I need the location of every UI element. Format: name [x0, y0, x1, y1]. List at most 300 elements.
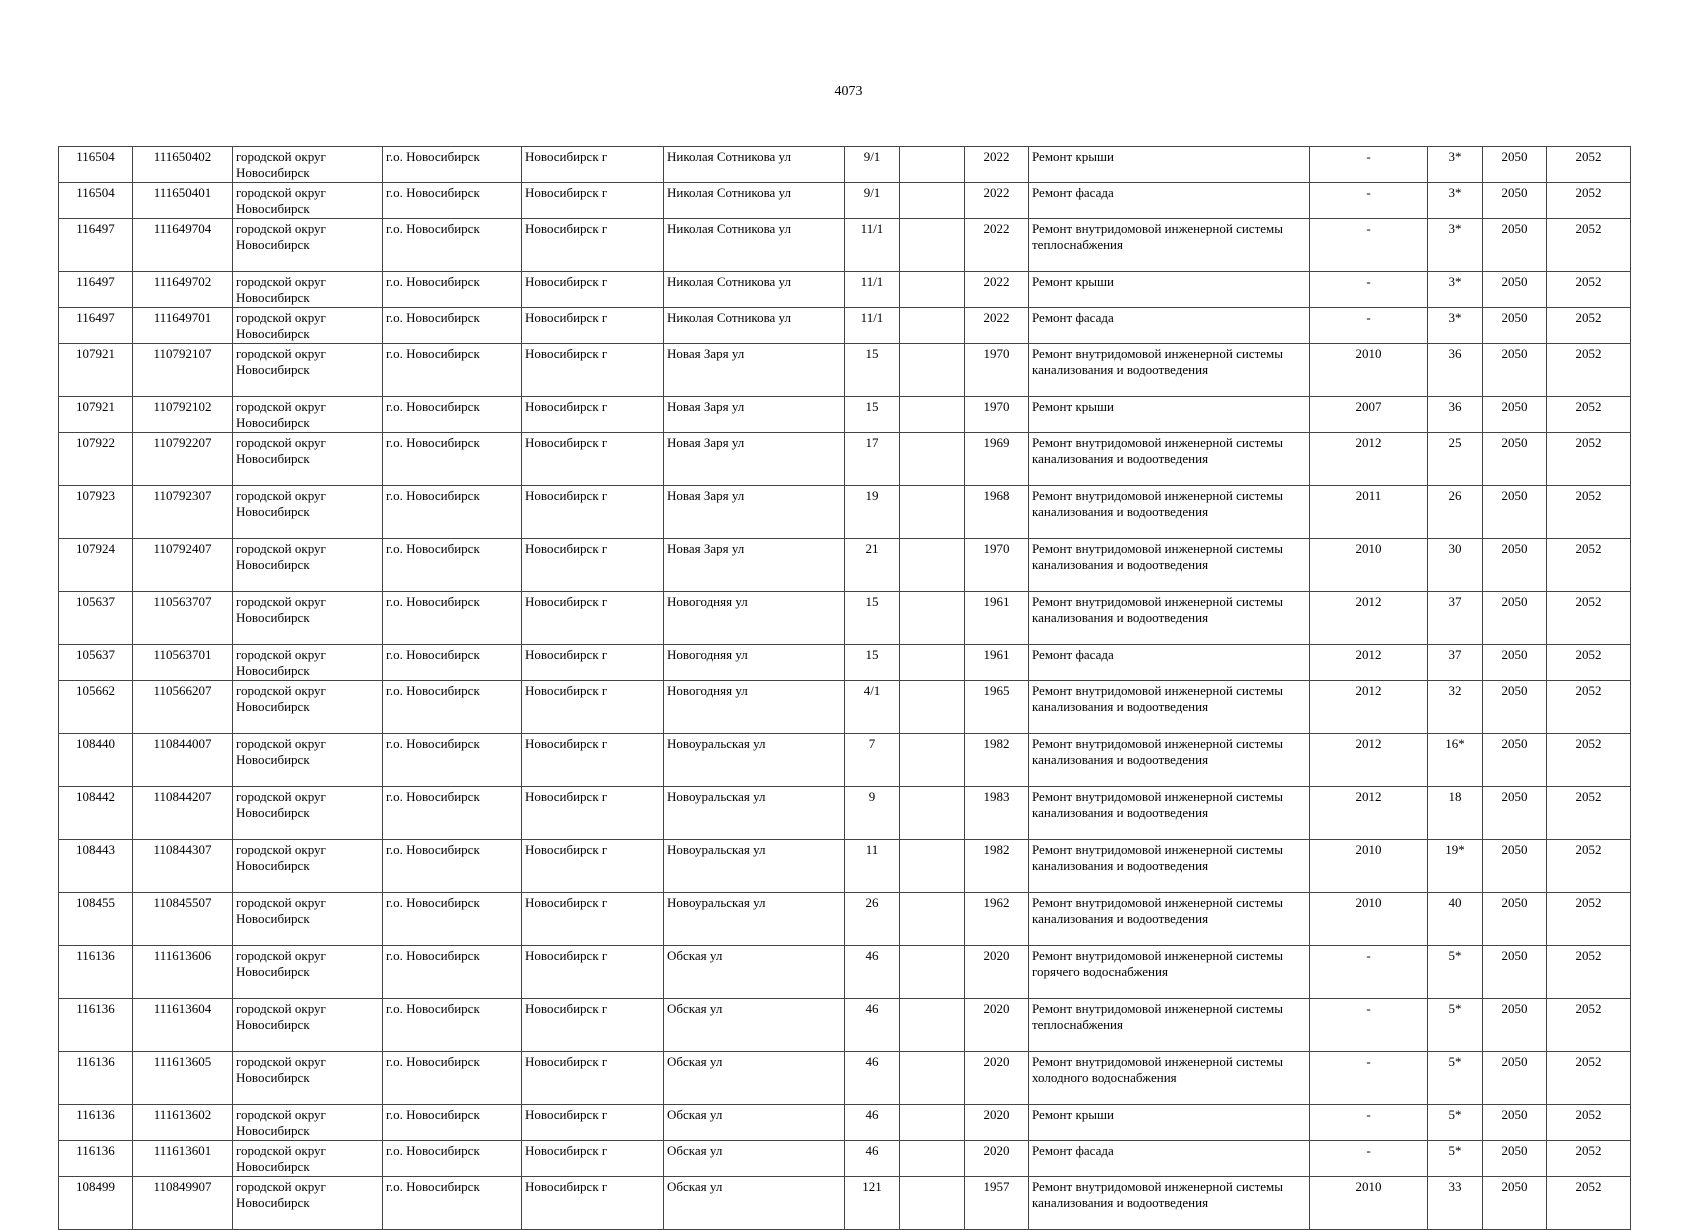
- cell-work-type: Ремонт внутридомовой инженерной системы канализования и водоотведения: [1029, 539, 1310, 592]
- cell-street: Обская ул: [664, 1052, 845, 1105]
- cell-house-number: 11/1: [845, 272, 900, 308]
- cell-year-built: 2022: [965, 272, 1029, 308]
- cell-plan-end-year: 2052: [1547, 1105, 1631, 1141]
- cell-work-type: Ремонт внутридомовой инженерной системы канализования и водоотведения: [1029, 734, 1310, 787]
- table-row: [59, 1177, 1631, 1230]
- cell-municipality: городской округ Новосибирск: [233, 893, 383, 946]
- cell-object-id: 107922: [59, 433, 133, 486]
- cell-plan-start-year: 2050: [1483, 681, 1547, 734]
- cell-record-code: 111649704: [133, 219, 233, 272]
- cell-record-code: 110563707: [133, 592, 233, 645]
- cell-wear: 5*: [1428, 999, 1483, 1052]
- table-row: [59, 147, 1631, 183]
- cell-district: г.о. Новосибирск: [383, 787, 522, 840]
- cell-record-code: 110844007: [133, 734, 233, 787]
- cell-city: Новосибирск г: [522, 840, 664, 893]
- cell-plan-start-year: 2050: [1483, 1177, 1547, 1230]
- cell-work-type: Ремонт внутридомовой инженерной системы холодного водоснабжения: [1029, 1052, 1310, 1105]
- cell-year-built: 1961: [965, 645, 1029, 681]
- cell-street: Новоуральская ул: [664, 734, 845, 787]
- cell-building-block: [900, 734, 965, 787]
- cell-city: Новосибирск г: [522, 1105, 664, 1141]
- cell-object-id: 107921: [59, 344, 133, 397]
- cell-municipality: городской округ Новосибирск: [233, 681, 383, 734]
- cell-municipality: городской округ Новосибирск: [233, 645, 383, 681]
- cell-municipality: городской округ Новосибирск: [233, 183, 383, 219]
- cell-record-code: 111613602: [133, 1105, 233, 1141]
- cell-building-block: [900, 787, 965, 840]
- cell-work-type: Ремонт внутридомовой инженерной системы канализования и водоотведения: [1029, 433, 1310, 486]
- cell-last-repair-year: 2007: [1310, 397, 1428, 433]
- cell-year-built: 2020: [965, 1052, 1029, 1105]
- cell-plan-end-year: 2052: [1547, 1177, 1631, 1230]
- table-row: [59, 645, 1631, 681]
- cell-plan-start-year: 2050: [1483, 486, 1547, 539]
- cell-plan-end-year: 2052: [1547, 787, 1631, 840]
- cell-district: г.о. Новосибирск: [383, 946, 522, 999]
- cell-record-code: 110849907: [133, 1177, 233, 1230]
- cell-city: Новосибирск г: [522, 219, 664, 272]
- cell-work-type: Ремонт внутридомовой инженерной системы теплоснабжения: [1029, 219, 1310, 272]
- cell-plan-start-year: 2050: [1483, 183, 1547, 219]
- cell-city: Новосибирск г: [522, 308, 664, 344]
- cell-record-code: 110792407: [133, 539, 233, 592]
- cell-year-built: 1957: [965, 1177, 1029, 1230]
- cell-record-code: 110792107: [133, 344, 233, 397]
- cell-last-repair-year: -: [1310, 147, 1428, 183]
- cell-work-type: Ремонт внутридомовой инженерной системы канализования и водоотведения: [1029, 893, 1310, 946]
- cell-object-id: 108440: [59, 734, 133, 787]
- cell-house-number: 46: [845, 1052, 900, 1105]
- cell-city: Новосибирск г: [522, 486, 664, 539]
- cell-municipality: городской округ Новосибирск: [233, 147, 383, 183]
- cell-year-built: 2020: [965, 1141, 1029, 1177]
- table-row: [59, 734, 1631, 787]
- cell-municipality: городской округ Новосибирск: [233, 272, 383, 308]
- cell-object-id: 107921: [59, 397, 133, 433]
- cell-city: Новосибирск г: [522, 1141, 664, 1177]
- cell-building-block: [900, 539, 965, 592]
- cell-plan-end-year: 2052: [1547, 183, 1631, 219]
- cell-year-built: 2022: [965, 183, 1029, 219]
- cell-plan-end-year: 2052: [1547, 397, 1631, 433]
- cell-plan-start-year: 2050: [1483, 308, 1547, 344]
- cell-house-number: 11/1: [845, 308, 900, 344]
- cell-wear: 3*: [1428, 147, 1483, 183]
- cell-street: Новая Заря ул: [664, 486, 845, 539]
- cell-plan-end-year: 2052: [1547, 592, 1631, 645]
- cell-city: Новосибирск г: [522, 645, 664, 681]
- cell-plan-start-year: 2050: [1483, 397, 1547, 433]
- cell-work-type: Ремонт крыши: [1029, 272, 1310, 308]
- cell-wear: 3*: [1428, 308, 1483, 344]
- cell-work-type: Ремонт внутридомовой инженерной системы канализования и водоотведения: [1029, 344, 1310, 397]
- cell-last-repair-year: -: [1310, 999, 1428, 1052]
- cell-house-number: 15: [845, 344, 900, 397]
- cell-district: г.о. Новосибирск: [383, 344, 522, 397]
- cell-plan-start-year: 2050: [1483, 433, 1547, 486]
- table-row: [59, 433, 1631, 486]
- cell-city: Новосибирск г: [522, 397, 664, 433]
- cell-street: Новая Заря ул: [664, 433, 845, 486]
- cell-municipality: городской округ Новосибирск: [233, 840, 383, 893]
- cell-object-id: 107924: [59, 539, 133, 592]
- cell-municipality: городской округ Новосибирск: [233, 308, 383, 344]
- cell-building-block: [900, 183, 965, 219]
- cell-municipality: городской округ Новосибирск: [233, 486, 383, 539]
- cell-district: г.о. Новосибирск: [383, 840, 522, 893]
- cell-house-number: 15: [845, 645, 900, 681]
- cell-district: г.о. Новосибирск: [383, 592, 522, 645]
- cell-object-id: 116504: [59, 183, 133, 219]
- cell-wear: 5*: [1428, 946, 1483, 999]
- cell-house-number: 15: [845, 592, 900, 645]
- cell-last-repair-year: -: [1310, 183, 1428, 219]
- cell-wear: 3*: [1428, 272, 1483, 308]
- cell-last-repair-year: 2012: [1310, 734, 1428, 787]
- cell-record-code: 111649701: [133, 308, 233, 344]
- cell-year-built: 1962: [965, 893, 1029, 946]
- cell-plan-end-year: 2052: [1547, 1052, 1631, 1105]
- cell-wear: 37: [1428, 645, 1483, 681]
- cell-building-block: [900, 645, 965, 681]
- cell-city: Новосибирск г: [522, 787, 664, 840]
- cell-record-code: 110845507: [133, 893, 233, 946]
- cell-street: Николая Сотникова ул: [664, 308, 845, 344]
- cell-plan-start-year: 2050: [1483, 787, 1547, 840]
- cell-district: г.о. Новосибирск: [383, 893, 522, 946]
- cell-municipality: городской округ Новосибирск: [233, 999, 383, 1052]
- table-row: [59, 183, 1631, 219]
- cell-work-type: Ремонт внутридомовой инженерной системы канализования и водоотведения: [1029, 787, 1310, 840]
- cell-object-id: 108442: [59, 787, 133, 840]
- cell-wear: 19*: [1428, 840, 1483, 893]
- cell-year-built: 1961: [965, 592, 1029, 645]
- cell-record-code: 110844307: [133, 840, 233, 893]
- cell-last-repair-year: -: [1310, 946, 1428, 999]
- cell-city: Новосибирск г: [522, 681, 664, 734]
- cell-plan-start-year: 2050: [1483, 147, 1547, 183]
- cell-district: г.о. Новосибирск: [383, 1141, 522, 1177]
- cell-last-repair-year: 2010: [1310, 1177, 1428, 1230]
- cell-record-code: 111613601: [133, 1141, 233, 1177]
- cell-street: Николая Сотникова ул: [664, 272, 845, 308]
- cell-plan-start-year: 2050: [1483, 344, 1547, 397]
- table-row: [59, 681, 1631, 734]
- cell-house-number: 15: [845, 397, 900, 433]
- cell-last-repair-year: 2010: [1310, 539, 1428, 592]
- cell-house-number: 19: [845, 486, 900, 539]
- cell-street: Николая Сотникова ул: [664, 183, 845, 219]
- cell-municipality: городской округ Новосибирск: [233, 1177, 383, 1230]
- cell-house-number: 11/1: [845, 219, 900, 272]
- cell-record-code: 110792307: [133, 486, 233, 539]
- cell-year-built: 1982: [965, 840, 1029, 893]
- cell-city: Новосибирск г: [522, 592, 664, 645]
- cell-last-repair-year: -: [1310, 308, 1428, 344]
- cell-plan-start-year: 2050: [1483, 1105, 1547, 1141]
- cell-year-built: 2020: [965, 999, 1029, 1052]
- cell-wear: 3*: [1428, 219, 1483, 272]
- cell-work-type: Ремонт крыши: [1029, 397, 1310, 433]
- cell-municipality: городской округ Новосибирск: [233, 219, 383, 272]
- cell-street: Обская ул: [664, 1105, 845, 1141]
- table-row: [59, 1052, 1631, 1105]
- cell-city: Новосибирск г: [522, 893, 664, 946]
- table-row: [59, 840, 1631, 893]
- cell-street: Новоуральская ул: [664, 787, 845, 840]
- cell-city: Новосибирск г: [522, 433, 664, 486]
- cell-street: Обская ул: [664, 946, 845, 999]
- cell-object-id: 116136: [59, 1052, 133, 1105]
- cell-record-code: 111613604: [133, 999, 233, 1052]
- cell-house-number: 46: [845, 999, 900, 1052]
- cell-work-type: Ремонт крыши: [1029, 1105, 1310, 1141]
- cell-object-id: 105637: [59, 592, 133, 645]
- cell-street: Новогодняя ул: [664, 681, 845, 734]
- cell-plan-end-year: 2052: [1547, 1141, 1631, 1177]
- cell-building-block: [900, 946, 965, 999]
- cell-wear: 40: [1428, 893, 1483, 946]
- cell-plan-start-year: 2050: [1483, 592, 1547, 645]
- table-row: [59, 999, 1631, 1052]
- cell-district: г.о. Новосибирск: [383, 397, 522, 433]
- cell-house-number: 4/1: [845, 681, 900, 734]
- cell-street: Новогодняя ул: [664, 592, 845, 645]
- cell-plan-end-year: 2052: [1547, 219, 1631, 272]
- cell-wear: 26: [1428, 486, 1483, 539]
- cell-district: г.о. Новосибирск: [383, 272, 522, 308]
- cell-work-type: Ремонт внутридомовой инженерной системы канализования и водоотведения: [1029, 486, 1310, 539]
- cell-wear: 25: [1428, 433, 1483, 486]
- page-number: 4073: [834, 84, 863, 99]
- cell-work-type: Ремонт фасада: [1029, 183, 1310, 219]
- table-row: [59, 1105, 1631, 1141]
- cell-city: Новосибирск г: [522, 539, 664, 592]
- cell-street: Новая Заря ул: [664, 344, 845, 397]
- cell-plan-start-year: 2050: [1483, 946, 1547, 999]
- cell-record-code: 111613606: [133, 946, 233, 999]
- cell-object-id: 116136: [59, 1141, 133, 1177]
- table-row: [59, 486, 1631, 539]
- cell-work-type: Ремонт фасада: [1029, 645, 1310, 681]
- cell-year-built: 1970: [965, 397, 1029, 433]
- cell-house-number: 46: [845, 1105, 900, 1141]
- cell-object-id: 105662: [59, 681, 133, 734]
- cell-street: Новогодняя ул: [664, 645, 845, 681]
- cell-plan-start-year: 2050: [1483, 893, 1547, 946]
- cell-wear: 16*: [1428, 734, 1483, 787]
- cell-record-code: 110566207: [133, 681, 233, 734]
- cell-year-built: 2020: [965, 1105, 1029, 1141]
- cell-plan-end-year: 2052: [1547, 272, 1631, 308]
- cell-city: Новосибирск г: [522, 999, 664, 1052]
- cell-last-repair-year: -: [1310, 1105, 1428, 1141]
- cell-building-block: [900, 219, 965, 272]
- table-row: [59, 272, 1631, 308]
- cell-building-block: [900, 397, 965, 433]
- cell-plan-start-year: 2050: [1483, 645, 1547, 681]
- cell-street: Николая Сотникова ул: [664, 147, 845, 183]
- cell-object-id: 116136: [59, 999, 133, 1052]
- cell-municipality: городской округ Новосибирск: [233, 433, 383, 486]
- table-row: [59, 946, 1631, 999]
- cell-work-type: Ремонт крыши: [1029, 147, 1310, 183]
- cell-wear: 5*: [1428, 1105, 1483, 1141]
- cell-last-repair-year: 2012: [1310, 645, 1428, 681]
- cell-house-number: 9/1: [845, 147, 900, 183]
- cell-house-number: 9/1: [845, 183, 900, 219]
- cell-work-type: Ремонт фасада: [1029, 1141, 1310, 1177]
- cell-wear: 36: [1428, 397, 1483, 433]
- cell-district: г.о. Новосибирск: [383, 308, 522, 344]
- cell-record-code: 111650402: [133, 147, 233, 183]
- cell-year-built: 2022: [965, 308, 1029, 344]
- cell-plan-end-year: 2052: [1547, 308, 1631, 344]
- cell-street: Обская ул: [664, 999, 845, 1052]
- cell-building-block: [900, 433, 965, 486]
- cell-municipality: городской округ Новосибирск: [233, 539, 383, 592]
- cell-object-id: 116497: [59, 219, 133, 272]
- cell-year-built: 2022: [965, 219, 1029, 272]
- table-row: [59, 787, 1631, 840]
- cell-city: Новосибирск г: [522, 734, 664, 787]
- cell-district: г.о. Новосибирск: [383, 539, 522, 592]
- cell-plan-end-year: 2052: [1547, 999, 1631, 1052]
- cell-plan-end-year: 2052: [1547, 486, 1631, 539]
- cell-plan-start-year: 2050: [1483, 840, 1547, 893]
- cell-last-repair-year: 2011: [1310, 486, 1428, 539]
- cell-plan-end-year: 2052: [1547, 734, 1631, 787]
- cell-plan-start-year: 2050: [1483, 219, 1547, 272]
- cell-municipality: городской округ Новосибирск: [233, 787, 383, 840]
- table-row: [59, 893, 1631, 946]
- table-row: [59, 344, 1631, 397]
- cell-house-number: 121: [845, 1177, 900, 1230]
- cell-building-block: [900, 308, 965, 344]
- cell-object-id: 105637: [59, 645, 133, 681]
- cell-district: г.о. Новосибирск: [383, 734, 522, 787]
- cell-building-block: [900, 272, 965, 308]
- cell-object-id: 107923: [59, 486, 133, 539]
- cell-street: Обская ул: [664, 1177, 845, 1230]
- table-row: [59, 308, 1631, 344]
- cell-building-block: [900, 681, 965, 734]
- cell-record-code: 110563701: [133, 645, 233, 681]
- cell-municipality: городской округ Новосибирск: [233, 397, 383, 433]
- cell-house-number: 9: [845, 787, 900, 840]
- cell-municipality: городской округ Новосибирск: [233, 344, 383, 397]
- cell-object-id: 108455: [59, 893, 133, 946]
- cell-object-id: 108443: [59, 840, 133, 893]
- cell-plan-end-year: 2052: [1547, 645, 1631, 681]
- cell-municipality: городской округ Новосибирск: [233, 946, 383, 999]
- cell-wear: 30: [1428, 539, 1483, 592]
- cell-plan-start-year: 2050: [1483, 272, 1547, 308]
- cell-district: г.о. Новосибирск: [383, 183, 522, 219]
- cell-wear: 5*: [1428, 1141, 1483, 1177]
- cell-house-number: 26: [845, 893, 900, 946]
- cell-last-repair-year: 2012: [1310, 681, 1428, 734]
- cell-district: г.о. Новосибирск: [383, 433, 522, 486]
- cell-last-repair-year: -: [1310, 219, 1428, 272]
- cell-last-repair-year: -: [1310, 1052, 1428, 1105]
- cell-municipality: городской округ Новосибирск: [233, 1052, 383, 1105]
- table-row: [59, 539, 1631, 592]
- cell-municipality: городской округ Новосибирск: [233, 592, 383, 645]
- cell-building-block: [900, 893, 965, 946]
- cell-city: Новосибирск г: [522, 1052, 664, 1105]
- cell-work-type: Ремонт внутридомовой инженерной системы канализования и водоотведения: [1029, 840, 1310, 893]
- cell-work-type: Ремонт фасада: [1029, 308, 1310, 344]
- cell-plan-end-year: 2052: [1547, 946, 1631, 999]
- cell-building-block: [900, 486, 965, 539]
- cell-plan-end-year: 2052: [1547, 840, 1631, 893]
- cell-wear: 3*: [1428, 183, 1483, 219]
- cell-plan-end-year: 2052: [1547, 344, 1631, 397]
- cell-municipality: городской округ Новосибирск: [233, 734, 383, 787]
- cell-work-type: Ремонт внутридомовой инженерной системы канализования и водоотведения: [1029, 1177, 1310, 1230]
- cell-building-block: [900, 344, 965, 397]
- cell-year-built: 1970: [965, 539, 1029, 592]
- cell-district: г.о. Новосибирск: [383, 681, 522, 734]
- cell-wear: 18: [1428, 787, 1483, 840]
- cell-object-id: 116497: [59, 272, 133, 308]
- cell-work-type: Ремонт внутридомовой инженерной системы горячего водоснабжения: [1029, 946, 1310, 999]
- cell-building-block: [900, 147, 965, 183]
- cell-street: Новоуральская ул: [664, 840, 845, 893]
- cell-city: Новосибирск г: [522, 344, 664, 397]
- cell-plan-start-year: 2050: [1483, 1141, 1547, 1177]
- cell-record-code: 111613605: [133, 1052, 233, 1105]
- cell-year-built: 1965: [965, 681, 1029, 734]
- cell-house-number: 11: [845, 840, 900, 893]
- cell-municipality: городской округ Новосибирск: [233, 1105, 383, 1141]
- cell-district: г.о. Новосибирск: [383, 1177, 522, 1230]
- cell-work-type: Ремонт внутридомовой инженерной системы теплоснабжения: [1029, 999, 1310, 1052]
- cell-street: Новая Заря ул: [664, 397, 845, 433]
- cell-last-repair-year: 2012: [1310, 592, 1428, 645]
- cell-building-block: [900, 1177, 965, 1230]
- cell-plan-end-year: 2052: [1547, 433, 1631, 486]
- cell-record-code: 110792102: [133, 397, 233, 433]
- cell-city: Новосибирск г: [522, 1177, 664, 1230]
- repair-register-table: [58, 146, 1631, 1230]
- cell-street: Николая Сотникова ул: [664, 219, 845, 272]
- cell-record-code: 110792207: [133, 433, 233, 486]
- cell-wear: 32: [1428, 681, 1483, 734]
- cell-plan-start-year: 2050: [1483, 539, 1547, 592]
- cell-year-built: 2020: [965, 946, 1029, 999]
- cell-house-number: 46: [845, 1141, 900, 1177]
- cell-plan-start-year: 2050: [1483, 999, 1547, 1052]
- cell-last-repair-year: 2010: [1310, 840, 1428, 893]
- cell-plan-end-year: 2052: [1547, 681, 1631, 734]
- cell-plan-end-year: 2052: [1547, 539, 1631, 592]
- cell-wear: 37: [1428, 592, 1483, 645]
- cell-street: Новоуральская ул: [664, 893, 845, 946]
- cell-wear: 33: [1428, 1177, 1483, 1230]
- cell-object-id: 116497: [59, 308, 133, 344]
- cell-year-built: 1970: [965, 344, 1029, 397]
- cell-object-id: 116136: [59, 946, 133, 999]
- cell-record-code: 110844207: [133, 787, 233, 840]
- cell-last-repair-year: 2010: [1310, 893, 1428, 946]
- table-row: [59, 397, 1631, 433]
- cell-record-code: 111650401: [133, 183, 233, 219]
- cell-municipality: городской округ Новосибирск: [233, 1141, 383, 1177]
- cell-street: Новая Заря ул: [664, 539, 845, 592]
